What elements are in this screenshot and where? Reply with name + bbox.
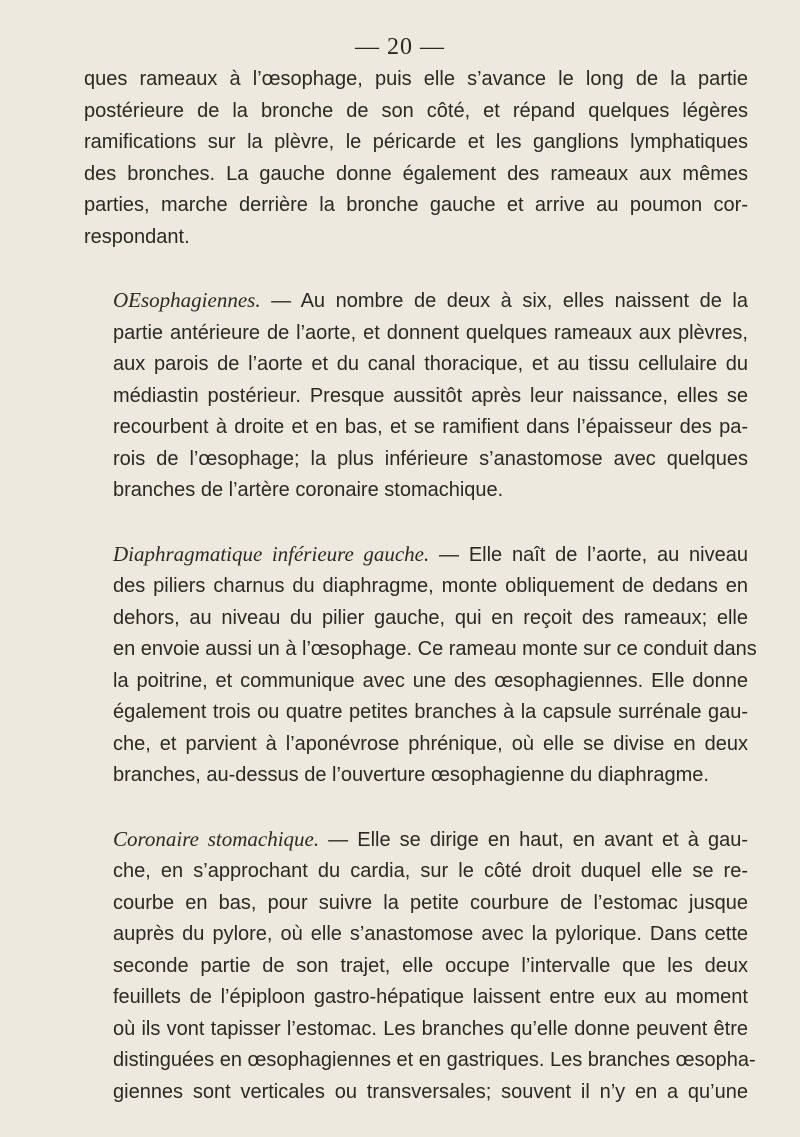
text-line: che, et parvient à l’aponévrose phrénique, où elle se divise en deux <box>113 732 748 755</box>
text-line: feuillets de l’épiploon gastro-hépatique laissent entre eux au moment <box>113 986 748 1008</box>
heading-continuation: — Elle naît de l’aorte, au niveau <box>429 543 748 566</box>
text-line: ramifications sur la plèvre, le péricarde et les ganglions lymphatiques <box>84 131 748 153</box>
text-line: parties, marche derrière la bronche gauche et arrive au poumon cor- <box>84 194 748 216</box>
text-line: la poitrine, et communique avec une des œsophagiennes. Elle donne <box>113 669 748 692</box>
text-line: en envoie aussi un à l’œsophage. Ce rameau monte sur ce conduit dans <box>113 638 757 660</box>
text-line <box>84 824 748 857</box>
text-line: rois de l’œsophage; la plus inférieure s’anastomose avec quelques <box>113 447 748 470</box>
page-number: — 20 — <box>355 34 445 60</box>
text-line: courbe en bas, pour suivre la petite courbure de l’estomac jusque <box>113 891 748 914</box>
paragraph-continuation <box>84 64 748 253</box>
paragraph-diaphragmatique <box>84 539 757 792</box>
text-line: recourbent à droite et en bas, et se ramifient dans l’épaisseur des pa- <box>113 416 748 438</box>
text-line: branches, au-dessus de l’ouverture œsophagienne du diaphragme. <box>113 764 709 786</box>
text-line: postérieure de la bronche de son côté, et répand quelques légères <box>84 99 748 122</box>
text-line: également trois ou quatre petites branches à la capsule surrénale gau- <box>113 701 748 723</box>
text-line: médiastin postérieur. Presque aussitôt après leur naissance, elles se <box>113 384 748 407</box>
text-line: branches de l’artère coronaire stomachique. <box>113 479 504 501</box>
text-line <box>84 539 748 572</box>
text-line: où ils vont tapisser l’estomac. Les branches qu’elle donne peuvent être <box>113 1017 748 1040</box>
text-line: ques rameaux à l’œsophage, puis elle s’avance le long de la partie <box>84 68 748 90</box>
text-line <box>84 285 748 318</box>
paragraph-coronaire-stomachique <box>84 824 756 1109</box>
section-heading-diaphragmatique: Diaphragmatique inférieure gauche. <box>113 541 430 566</box>
text-line: distinguées en œsophagiennes et en gastriques. Les branches œsopha- <box>113 1049 756 1071</box>
page-body <box>84 64 757 1137</box>
text-line: des bronches. La gauche donne également des rameaux aux mêmes <box>84 162 748 185</box>
text-line: partie antérieure de l’aorte, et donnent quelques rameaux aux plèvres, <box>113 321 748 344</box>
section-heading-oesophagiennes: OEsophagiennes. <box>113 288 261 312</box>
section-heading-coronaire-stomachique: Coronaire stomachique. <box>113 826 320 851</box>
text-line: respondant. <box>84 225 190 248</box>
heading-continuation: — Au nombre de deux à six, elles naissent de la <box>260 290 748 312</box>
text-line: seconde partie de son trajet, elle occupe l’intervalle que les deux <box>113 954 748 977</box>
text-line: dehors, au niveau du pilier gauche, qui en reçoit des rameaux; elle <box>113 606 748 629</box>
text-line: giennes sont verticales ou transversales; souvent il n’y en a qu’une <box>113 1080 748 1103</box>
heading-continuation: — Elle se dirige en haut, en avant et à gau- <box>319 828 748 851</box>
text-line: des piliers charnus du diaphragme, monte obliquement de dedans en <box>113 575 748 597</box>
text-line: che, en s’approchant du cardia, sur le côté droit duquel elle se re- <box>113 860 748 882</box>
paragraph-oesophagiennes <box>84 285 748 507</box>
text-line: aux parois de l’aorte et du canal thoracique, et au tissu cellulaire du <box>113 353 748 375</box>
text-line: auprès du pylore, où elle s’anastomose avec la pylorique. Dans cette <box>113 923 748 945</box>
